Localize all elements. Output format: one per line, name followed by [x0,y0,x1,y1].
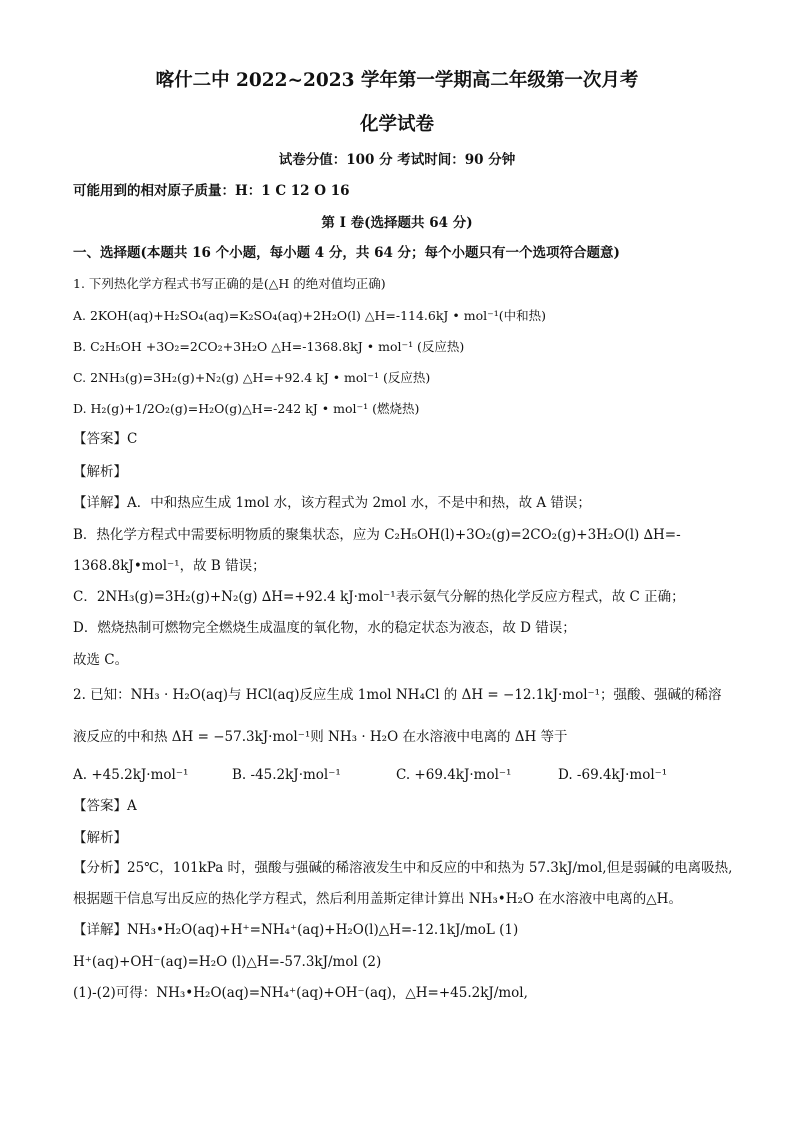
q2-stem-line: 液反应的中和热 ΔH = −57.3kJ·mol⁻¹则 NH₃ · H₂O 在水溶液中电离的 ΔH 等于 [73,729,568,745]
q1-analysis-line: D．燃烧热制可燃物完全燃烧生成温度的氧化物，水的稳定状态为液态，故 D 错误； [73,620,576,636]
q1-analysis-heading: 【解析】 [73,464,127,480]
q2-option-b: B. -45.2kJ·mol⁻¹ [232,767,341,783]
volume-heading: 第 I 卷(选择题共 64 分) [321,215,473,231]
q2-stem-line: 2. 已知：NH₃ · H₂O(aq)与 HCl(aq)反应生成 1mol NH₄Cl 的 ΔH = −12.1kJ·mol⁻¹；强酸、强碱的稀溶 [73,687,722,703]
q2-answer: 【答案】A [73,798,137,814]
q2-analysis-line: H⁺(aq)+OH⁻(aq)=H₂O (l)△H=-57.3kJ/mol (2) [73,954,382,970]
subject-title: 化学试卷 [359,114,434,135]
q1-stem: 1. 下列热化学方程式书写正确的是(△H 的绝对值均正确) [73,276,386,291]
q1-analysis-line: 【详解】A．中和热应生成 1mol 水，该方程式为 2mol 水，不是中和热，故 A 错误； [73,495,591,511]
section-heading: 一、选择题(本题共 16 个小题，每小题 4 分，共 64 分；每个小题只有一个选项符合题意) [73,245,620,261]
exam-title: 喀什二中 2022~2023 学年第一学期高二年级第一次月考 [155,70,639,91]
q1-option-b: B. C₂H₅OH +3O₂=2CO₂+3H₂O △H=-1368.8kJ • mol⁻¹ (反应热) [73,339,465,354]
q2-option-c: C. +69.4kJ·mol⁻¹ [396,767,512,783]
q1-analysis-line: 1368.8kJ•mol⁻¹，故 B 错误； [73,558,266,574]
q1-option-a: A. 2KOH(aq)+H₂SO₄(aq)=K₂SO₄(aq)+2H₂O(l) △H=-114.6kJ • mol⁻¹(中和热) [73,308,547,323]
q2-analysis-line: 根据题干信息写出反应的热化学方程式，然后利用盖斯定律计算出 NH₃•H₂O 在水溶液中电离的△H。 [73,891,682,907]
q1-answer: 【答案】C [73,431,138,447]
q1-analysis-line: C．2NH₃(g)=3H₂(g)+N₂(g) ∆H=+92.4 kJ·mol⁻¹表示氨气分解的热化学反应方程式，故 C 正确； [73,589,685,605]
q2-option-d: D. -69.4kJ·mol⁻¹ [558,767,668,783]
q1-analysis-line: 故选 C。 [73,652,129,668]
q2-analysis-heading: 【解析】 [73,830,127,846]
atomic-mass: 可能用到的相对原子质量：H：1 C 12 O 16 [73,183,350,199]
q1-option-d: D. H₂(g)+1/2O₂(g)=H₂O(g)△H=-242 kJ • mol⁻¹ (燃烧热) [73,401,420,416]
q2-analysis-line: 【分析】25℃，101kPa 时，强酸与强碱的稀溶液发生中和反应的中和热为 57.3kJ/mol,但是弱碱的电离吸热, [73,860,733,876]
q1-option-c: C. 2NH₃(g)=3H₂(g)+N₂(g) △H=+92.4 kJ • mol⁻¹ (反应热) [73,370,431,385]
score-time: 试卷分值：100 分 考试时间：90 分钟 [278,152,516,168]
q2-analysis-line: 【详解】NH₃•H₂O(aq)+H⁺=NH₄⁺(aq)+H₂O(l)△H=-12.1kJ/moL (1) [73,922,519,938]
q1-analysis-line: B．热化学方程式中需要标明物质的聚集状态，应为 C₂H₅OH(l)+3O₂(g)=2CO₂(g)+3H₂O(l) ∆H=- [73,527,681,543]
q2-analysis-line: (1)-(2)可得：NH₃•H₂O(aq)=NH₄⁺(aq)+OH⁻(aq)，△H=+45.2kJ/mol, [73,985,528,1001]
q2-option-a: A. +45.2kJ·mol⁻¹ [73,767,189,783]
